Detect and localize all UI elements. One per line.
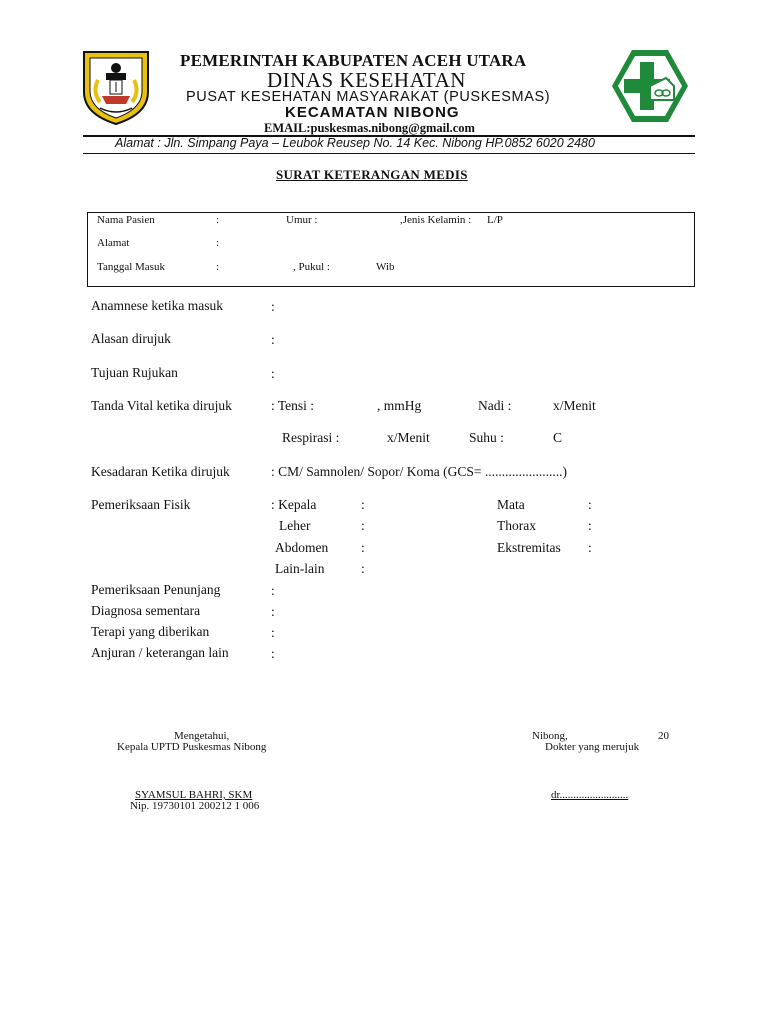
puskesmas-cross-logo-icon: [610, 48, 690, 124]
exam-head-colon: :: [361, 497, 365, 512]
referral-reason-label: Alasan dirujuk: [91, 331, 171, 346]
exam-thorax-colon: :: [588, 518, 592, 533]
patient-name-colon: :: [216, 214, 220, 226]
anamnesis-label: Anamnese ketika masuk: [91, 298, 223, 313]
header-government: PEMERINTAH KABUPATEN ACEH UTARA: [180, 51, 527, 70]
header-email: EMAIL:puskesmas.nibong@gmail.com: [264, 121, 475, 135]
exam-other-colon: :: [361, 561, 365, 576]
exam-extremities-label: Ekstremitas: [497, 540, 561, 555]
aceh-utara-emblem-icon: [78, 46, 154, 126]
referral-destination-label: Tujuan Rujukan: [91, 365, 178, 380]
supporting-exam-label: Pemeriksaan Penunjang: [91, 582, 221, 597]
referring-doctor-title: Dokter yang merujuk: [545, 741, 640, 753]
blood-pressure-unit: , mmHg: [377, 398, 422, 413]
respiration-unit: x/Menit: [387, 430, 430, 445]
document-title: SURAT KETERANGAN MEDIS: [276, 167, 468, 182]
doctor-signature-line: dr.........................: [551, 789, 629, 801]
patient-gender-value: L/P: [487, 214, 503, 226]
exam-abdomen-label: Abdomen: [275, 540, 329, 555]
head-nip: Nip. 19730101 200212 1 006: [130, 800, 260, 812]
exam-eyes-label: Mata: [497, 497, 525, 512]
header-district: KECAMATAN NIBONG: [285, 104, 460, 121]
pulse-unit: x/Menit: [553, 398, 596, 413]
admission-time-unit: Wib: [376, 261, 395, 273]
header-address: Alamat : Jln. Simpang Paya – Leubok Reusep No. 14 Kec. Nibong HP.0852 6020 2480: [115, 136, 595, 150]
patient-info-box: [87, 212, 695, 287]
admission-time-label: , Pukul :: [293, 261, 330, 273]
therapy-colon: :: [271, 625, 275, 640]
admission-date-label: Tanggal Masuk: [97, 261, 165, 273]
exam-head-label: : Kepala: [271, 497, 317, 512]
consciousness-label: Kesadaran Ketika dirujuk: [91, 464, 230, 479]
exam-thorax-label: Thorax: [497, 518, 536, 533]
recommendation-colon: :: [271, 646, 275, 661]
header-rule-bottom: [83, 153, 695, 154]
referral-destination-colon: :: [271, 366, 275, 381]
exam-extremities-colon: :: [588, 540, 592, 555]
header-puskesmas: PUSAT KESEHATAN MASYARAKAT (PUSKESMAS): [186, 89, 551, 105]
acknowledged-label: Mengetahui,: [174, 730, 230, 742]
place-date-label: Nibong,: [532, 730, 568, 742]
supporting-exam-colon: :: [271, 583, 275, 598]
exam-abdomen-colon: :: [361, 540, 365, 555]
anamnesis-colon: :: [271, 299, 275, 314]
pulse-label: Nadi :: [478, 398, 512, 413]
blood-pressure-label: : Tensi :: [271, 398, 315, 413]
therapy-label: Terapi yang diberikan: [91, 624, 210, 639]
head-title: Kepala UPTD Puskesmas Nibong: [117, 741, 267, 753]
temperature-label: Suhu :: [469, 430, 504, 445]
recommendation-label: Anjuran / keterangan lain: [91, 645, 229, 660]
patient-address-colon: :: [216, 237, 220, 249]
head-name: SYAMSUL BAHRI, SKM: [135, 789, 253, 801]
exam-other-label: Lain-lain: [275, 561, 325, 576]
respiration-label: Respirasi :: [282, 430, 340, 445]
exam-eyes-colon: :: [588, 497, 592, 512]
admission-date-colon: :: [216, 261, 220, 273]
patient-age-label: Umur :: [286, 214, 318, 226]
exam-neck-label: Leher: [279, 518, 311, 533]
referral-reason-colon: :: [271, 332, 275, 347]
temperature-unit: C: [553, 430, 563, 445]
patient-name-label: Nama Pasien: [97, 214, 155, 226]
exam-neck-colon: :: [361, 518, 365, 533]
year-prefix: 20: [658, 730, 669, 742]
physical-exam-label: Pemeriksaan Fisik: [91, 497, 191, 512]
vital-signs-label: Tanda Vital ketika dirujuk: [91, 398, 232, 413]
consciousness-value: : CM/ Samnolen/ Sopor/ Koma (GCS= .......................): [271, 464, 567, 479]
header-department: DINAS KESEHATAN: [267, 68, 466, 92]
patient-gender-label: ,Jenis Kelamin :: [400, 214, 472, 226]
diagnosis-colon: :: [271, 604, 275, 619]
diagnosis-label: Diagnosa sementara: [91, 603, 201, 618]
patient-address-label: Alamat: [97, 237, 130, 249]
